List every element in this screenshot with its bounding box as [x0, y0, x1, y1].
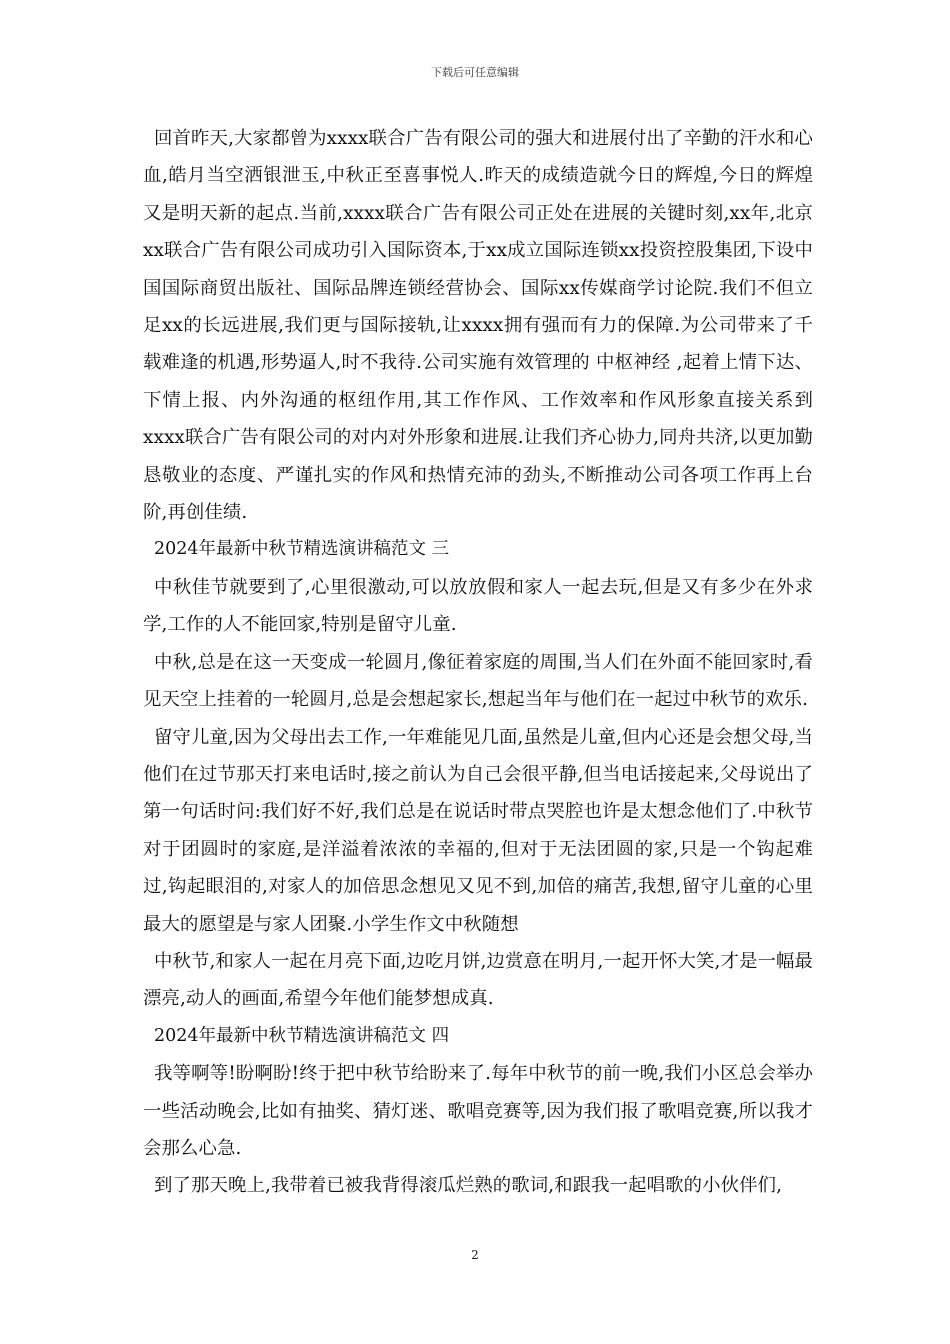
- section-heading: 2024年最新中秋节精选演讲稿范文 四: [154, 1025, 450, 1046]
- paragraph: 我等啊等!盼啊盼!终于把中秋节给盼来了.每年中秋节的前一晚,我们小区总会举办一些活动晚会,比如有抽奖、猜灯迷、歌唱竞赛等,因为我们报了歌唱竞赛,所以我才会那么心急.: [143, 1063, 813, 1159]
- paragraph: 留守儿童,因为父母出去工作,一年难能见几面,虽然是儿童,但内心还是会想父母,当他们在过节那天打来电话时,接之前认为自己会很平静,但当电话接起来,父母说出了第一句话时问:我们好不好,我们总是在说话时带点哭腔也许是太想念他们了.中秋节对于团圆时的家庭,是洋溢着浓浓的幸福的,但对于无法团圆的家,只是一个钩起难过,钩起眼泪的,对家人的加倍思念想见又见不到,加倍的痛苦,我想,留守儿童的心里最大的愿望是与家人团聚.小学生作文中秋随想: [143, 726, 813, 935]
- paragraph: 到了那天晚上,我带着已被我背得滚瓜烂熟的歌词,和跟我一起唱歌的小伙伴们,: [154, 1175, 783, 1197]
- page-header-note: 下载后可任意编辑: [431, 66, 519, 79]
- paragraph: 中秋,总是在这一天变成一轮圆月,像征着家庭的周围,当人们在外面不能回家时,看见天空上挂着的一轮圆月,总是会想起家长,想起当年与他们在一起过中秋节的欢乐.: [143, 651, 813, 711]
- paragraph: 中秋节,和家人一起在月亮下面,边吃月饼,边赏意在明月,一起开怀大笑,才是一幅最漂亮,动人的画面,希望今年他们能梦想成真.: [143, 950, 813, 1010]
- section-heading: 2024年最新中秋节精选演讲稿范文 三: [154, 539, 450, 560]
- paragraph: 中秋佳节就要到了,心里很激动,可以放放假和家人一起去玩,但是又有多少在外求学,工作的人不能回家,特别是留守儿童.: [143, 576, 813, 636]
- document-body: [143, 120, 813, 1205]
- paragraph: 回首昨天,大家都曾为xxxx联合广告有限公司的强大和进展付出了辛勤的汗水和心血,皓月当空洒银泄玉,中秋正至喜事悦人.昨天的成绩造就今日的辉煌,今日的辉煌又是明天新的起点.当前,xxxx联合广告有限公司正处在进展的关键时刻,xx年,北京xx联合广告有限公司成功引入国际资本,于xx成立国际连锁xx投资控股集团,下设中国国际商贸出版社、国际品牌连锁经营协会、国际xx传媒商学讨论院.我们不但立足xx的长远进展,我们更与国际接轨,让xxxx拥有强而有力的保障.为公司带来了千载难逢的机遇,形势逼人,时不我待.公司实施有效管理的 中枢神经 ,起着上情下达、下情上报、内外沟通的枢纽作用,其工作作风、工作效率和作风形象直接关系到xxxx联合广告有限公司的对内对外形象和进展.让我们齐心协力,同舟共济,以更加勤恳敬业的态度、严谨扎实的作风和热情充沛的劲头,不断推动公司各项工作再上台阶,再创佳绩.: [143, 128, 813, 524]
- page-number: 2: [471, 1248, 479, 1262]
